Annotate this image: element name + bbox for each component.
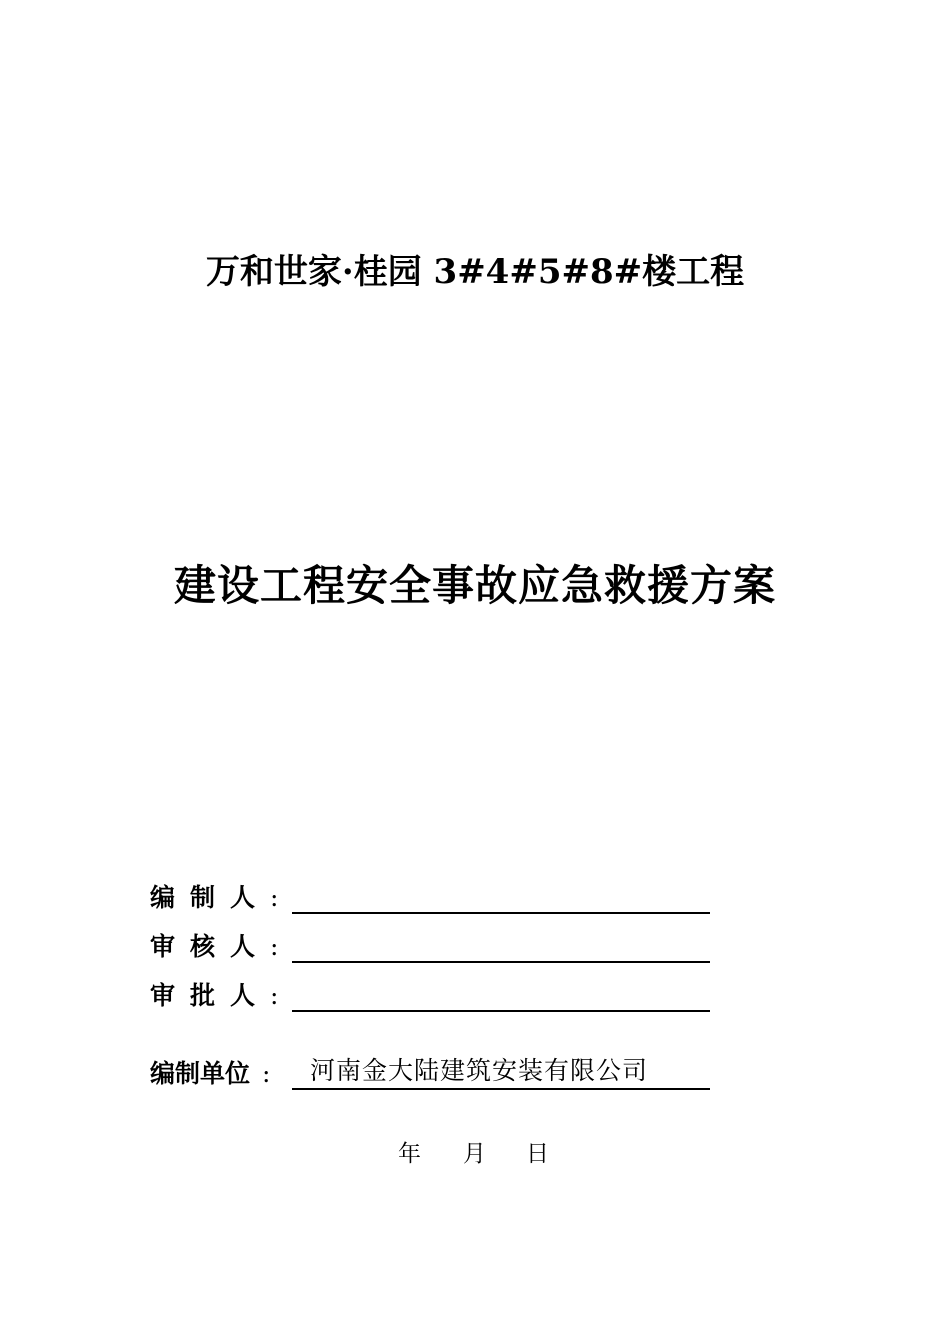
compiling-unit-colon: : [262, 1059, 271, 1088]
approver-row [150, 978, 710, 1012]
approver-label: 审批人 [150, 981, 271, 1010]
reviewer-row [150, 929, 710, 963]
compiler-signature-line[interactable] [292, 880, 710, 914]
date-month-label: 月 [463, 1141, 486, 1167]
date-row [0, 1138, 950, 1170]
date-year-label: 年 [398, 1141, 421, 1167]
compiling-unit-field [292, 1054, 710, 1090]
reviewer-label: 审核人 [150, 932, 271, 961]
project-title: 万和世家·桂园 3#4#5#8#楼工程 [205, 252, 745, 292]
compiling-unit-label: 编制单位 [150, 1059, 251, 1088]
document-title: 建设工程安全事故应急救援方案 [173, 561, 776, 610]
compiler-colon: : [270, 883, 279, 912]
reviewer-colon: : [270, 932, 279, 961]
approver-signature-line[interactable] [292, 978, 710, 1012]
compiler-label: 编制人 [150, 883, 271, 912]
compiling-unit-value: 河南金大陆建筑安装有限公司 [310, 1056, 649, 1085]
date-day-label: 日 [526, 1141, 549, 1167]
reviewer-signature-line[interactable] [292, 929, 710, 963]
approver-colon: : [270, 981, 279, 1010]
compiling-unit-row [150, 1054, 710, 1090]
compiler-row [150, 880, 710, 914]
